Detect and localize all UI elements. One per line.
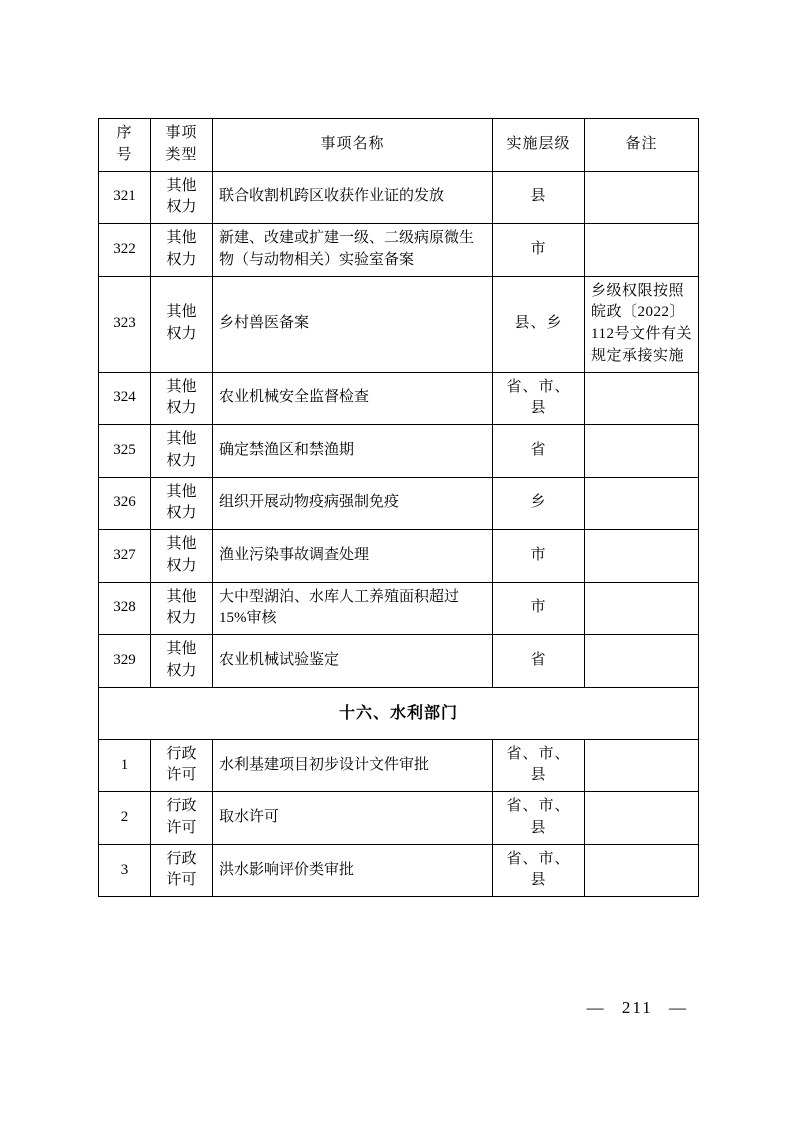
cell-type-line1: 其他: [166, 483, 197, 500]
cell-type: [151, 530, 213, 583]
page-footer: [0, 998, 698, 1018]
cell-seq: 328: [99, 582, 151, 635]
cell-type: [151, 372, 213, 425]
cell-type: [151, 425, 213, 478]
cell-type: [151, 582, 213, 635]
cell-remark: [585, 635, 699, 688]
cell-type-line1: 其他: [166, 641, 197, 657]
footer-dash-right: —: [669, 998, 688, 1017]
cell-remark: [585, 582, 699, 635]
header-seq: [99, 119, 151, 172]
table-row: [99, 224, 699, 277]
cell-seq: 329: [99, 635, 151, 688]
cell-name: 大中型湖泊、水库人工养殖面积超过15%审核: [213, 582, 493, 635]
table-row: [99, 844, 699, 897]
table-row: [99, 171, 699, 224]
cell-seq: 2: [99, 792, 151, 845]
cell-level: 省: [493, 635, 585, 688]
cell-name: 联合收割机跨区收获作业证的发放: [213, 171, 493, 224]
cell-type: [151, 792, 213, 845]
cell-seq: 324: [99, 372, 151, 425]
cell-remark: [585, 739, 699, 792]
cell-type-line2: 权力: [166, 452, 197, 469]
page-number-value: 211: [621, 998, 653, 1017]
cell-name: 新建、改建或扩建一级、二级病原微生物（与动物相关）实验室备案: [213, 224, 493, 277]
cell-type: [151, 276, 213, 372]
cell-type-line2: 权力: [166, 400, 197, 417]
cell-type-line2: 权力: [166, 610, 197, 627]
cell-remark: [585, 530, 699, 583]
table-row: [99, 372, 699, 425]
cell-type-line2: 权力: [166, 557, 197, 574]
cell-type: [151, 844, 213, 897]
cell-name: 组织开展动物疫病强制免疫: [213, 477, 493, 530]
table-row: [99, 739, 699, 792]
cell-seq: 323: [99, 276, 151, 372]
table-row: [99, 530, 699, 583]
cell-seq: 1: [99, 739, 151, 792]
items-table: [98, 118, 699, 897]
cell-type-line2: 许可: [166, 767, 197, 784]
cell-level: 县: [493, 171, 585, 224]
cell-type: [151, 635, 213, 688]
header-type: [151, 119, 213, 172]
cell-type-line2: 权力: [166, 199, 197, 216]
cell-name: 农业机械试验鉴定: [213, 635, 493, 688]
cell-level: 省、市、县: [493, 792, 585, 845]
cell-type: [151, 739, 213, 792]
table-row: [99, 792, 699, 845]
cell-remark: [585, 792, 699, 845]
cell-type-line1: 行政: [166, 798, 197, 815]
cell-remark: [585, 425, 699, 478]
cell-level: 省、市、县: [493, 844, 585, 897]
cell-level: 市: [493, 530, 585, 583]
cell-level: 市: [493, 224, 585, 277]
header-type-line2: 类型: [165, 146, 198, 163]
cell-type: [151, 477, 213, 530]
table-row: [99, 425, 699, 478]
cell-type-line1: 其他: [166, 431, 197, 447]
cell-remark: [585, 372, 699, 425]
cell-type-line1: 其他: [166, 177, 197, 194]
cell-name: 洪水影响评价类审批: [213, 844, 493, 897]
cell-remark: [585, 224, 699, 277]
cell-type-line1: 其他: [166, 230, 197, 246]
cell-remark: [585, 477, 699, 530]
cell-remark: 乡级权限按照皖政〔2022〕112号文件有关规定承接实施: [585, 276, 699, 372]
cell-type-line1: 其他: [166, 588, 197, 605]
table-row: [99, 477, 699, 530]
cell-seq: 3: [99, 844, 151, 897]
cell-type-line1: 其他: [166, 536, 197, 552]
header-seq-line1: 序: [116, 125, 133, 141]
cell-type-line2: 许可: [166, 819, 197, 836]
cell-level: 省: [493, 425, 585, 478]
table-row: [99, 635, 699, 688]
cell-seq: 321: [99, 171, 151, 224]
cell-name: 渔业污染事故调查处理: [213, 530, 493, 583]
cell-name: 农业机械安全监督检查: [213, 372, 493, 425]
cell-level: 省、市、县: [493, 739, 585, 792]
table-row: [99, 582, 699, 635]
header-type-line1: 事项: [165, 125, 198, 141]
cell-seq: 325: [99, 425, 151, 478]
cell-seq: 322: [99, 224, 151, 277]
table-row: [99, 276, 699, 372]
cell-type: [151, 224, 213, 277]
header-level: 实施层级: [493, 119, 585, 172]
cell-name: 取水许可: [213, 792, 493, 845]
cell-type-line2: 许可: [166, 872, 197, 889]
cell-level: 乡: [493, 477, 585, 530]
cell-seq: 327: [99, 530, 151, 583]
table-header-row: [99, 119, 699, 172]
header-name: 事项名称: [213, 119, 493, 172]
cell-type-line2: 权力: [166, 505, 197, 522]
cell-type: [151, 171, 213, 224]
cell-type-line2: 权力: [166, 251, 197, 268]
cell-type-line1: 其他: [166, 378, 197, 395]
cell-type-line2: 权力: [166, 326, 197, 342]
cell-seq: 326: [99, 477, 151, 530]
cell-name: 水利基建项目初步设计文件审批: [213, 739, 493, 792]
cell-level: 县、乡: [493, 276, 585, 372]
section-header-row: [99, 687, 699, 739]
cell-remark: [585, 171, 699, 224]
footer-dash-left: —: [586, 998, 606, 1017]
cell-name: 乡村兽医备案: [213, 276, 493, 372]
header-remark: 备注: [585, 119, 699, 172]
cell-remark: [585, 844, 699, 897]
cell-type-line1: 行政: [166, 745, 197, 762]
cell-level: 省、市、县: [493, 372, 585, 425]
section-title: 十六、水利部门: [99, 687, 699, 739]
cell-type-line2: 权力: [166, 662, 197, 679]
cell-type-line1: 行政: [166, 850, 197, 867]
cell-level: 市: [493, 582, 585, 635]
cell-type-line1: 其他: [166, 304, 197, 321]
table-body: [99, 171, 699, 897]
cell-name: 确定禁渔区和禁渔期: [213, 425, 493, 478]
header-seq-line2: 号: [116, 146, 133, 163]
